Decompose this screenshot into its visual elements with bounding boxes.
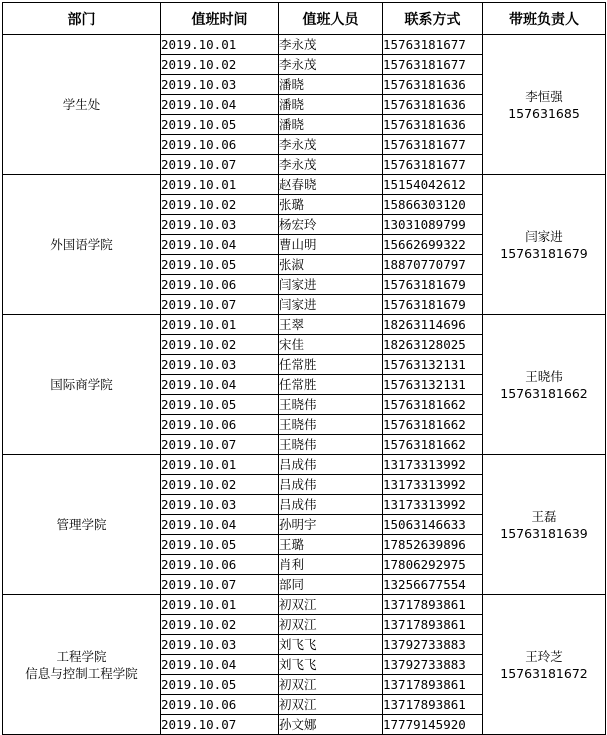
leader-phone: 157631685	[508, 105, 580, 121]
phone-cell: 15763181662	[383, 395, 483, 415]
phone-cell: 15763181636	[383, 75, 483, 95]
dept-cell	[3, 455, 161, 595]
phone-cell: 18263114696	[383, 315, 483, 335]
leader-name: 王磊	[531, 508, 557, 524]
date-cell: 2019.10.04	[161, 515, 279, 535]
person-cell: 张淑	[279, 255, 383, 275]
phone-cell: 13173313992	[383, 455, 483, 475]
date-cell: 2019.10.02	[161, 195, 279, 215]
date-cell: 2019.10.06	[161, 415, 279, 435]
leader-name: 闫家进	[525, 228, 563, 244]
leader-cell	[483, 35, 606, 175]
leader-name: 李恒强	[525, 88, 563, 104]
person-cell: 王翠	[279, 315, 383, 335]
date-cell: 2019.10.03	[161, 75, 279, 95]
person-cell: 刘飞飞	[279, 635, 383, 655]
phone-cell: 17852639896	[383, 535, 483, 555]
phone-cell: 18870770797	[383, 255, 483, 275]
person-cell: 吕成伟	[279, 475, 383, 495]
phone-cell: 15763181679	[383, 295, 483, 315]
date-cell: 2019.10.02	[161, 335, 279, 355]
phone-cell: 15763181677	[383, 55, 483, 75]
date-cell: 2019.10.05	[161, 535, 279, 555]
date-cell: 2019.10.07	[161, 575, 279, 595]
date-cell: 2019.10.01	[161, 455, 279, 475]
dept-cell	[3, 595, 161, 735]
person-cell: 潘晓	[279, 75, 383, 95]
table-row	[3, 455, 606, 475]
person-cell: 初双江	[279, 595, 383, 615]
phone-cell: 13717893861	[383, 695, 483, 715]
date-cell: 2019.10.04	[161, 95, 279, 115]
date-cell: 2019.10.04	[161, 655, 279, 675]
leader-cell	[483, 595, 606, 735]
phone-cell: 15763181662	[383, 435, 483, 455]
date-cell: 2019.10.07	[161, 435, 279, 455]
dept-name: 管理学院	[56, 517, 107, 532]
date-cell: 2019.10.05	[161, 115, 279, 135]
date-cell: 2019.10.01	[161, 35, 279, 55]
table-body	[3, 35, 606, 735]
header-person: 值班人员	[279, 3, 383, 35]
person-cell: 王晓伟	[279, 415, 383, 435]
person-cell: 孙文娜	[279, 715, 383, 735]
person-cell: 肖利	[279, 555, 383, 575]
date-cell: 2019.10.06	[161, 555, 279, 575]
dept-cell	[3, 175, 161, 315]
phone-cell: 15763181636	[383, 95, 483, 115]
date-cell: 2019.10.03	[161, 215, 279, 235]
table-header	[3, 3, 606, 35]
header-time: 值班时间	[161, 3, 279, 35]
person-cell: 王晓伟	[279, 395, 383, 415]
phone-cell: 13031089799	[383, 215, 483, 235]
person-cell: 杨宏玲	[279, 215, 383, 235]
phone-cell: 15763181677	[383, 35, 483, 55]
leader-cell	[483, 175, 606, 315]
phone-cell: 15763181679	[383, 275, 483, 295]
date-cell: 2019.10.02	[161, 615, 279, 635]
phone-cell: 15063146633	[383, 515, 483, 535]
phone-cell: 15662699322	[383, 235, 483, 255]
date-cell: 2019.10.03	[161, 355, 279, 375]
dept-name: 学生处	[62, 97, 101, 112]
person-cell: 李永茂	[279, 55, 383, 75]
person-cell: 闫家进	[279, 275, 383, 295]
date-cell: 2019.10.06	[161, 695, 279, 715]
person-cell: 初双江	[279, 615, 383, 635]
person-cell: 宋佳	[279, 335, 383, 355]
date-cell: 2019.10.06	[161, 135, 279, 155]
dept-name: 国际商学院	[50, 377, 113, 392]
leader-phone: 15763181672	[500, 665, 588, 681]
leader-phone: 15763181662	[500, 385, 588, 401]
person-cell: 赵春晓	[279, 175, 383, 195]
dept-name: 工程学院	[56, 648, 107, 664]
table-row	[3, 315, 606, 335]
person-cell: 闫家进	[279, 295, 383, 315]
leader-name: 王晓伟	[525, 368, 563, 384]
person-cell: 李永茂	[279, 135, 383, 155]
leader-name: 王玲芝	[525, 648, 563, 664]
person-cell: 曹山明	[279, 235, 383, 255]
phone-cell: 15154042612	[383, 175, 483, 195]
date-cell: 2019.10.05	[161, 255, 279, 275]
leader-cell	[483, 455, 606, 595]
phone-cell: 13256677554	[383, 575, 483, 595]
header-contact: 联系方式	[383, 3, 483, 35]
phone-cell: 15866303120	[383, 195, 483, 215]
person-cell: 任常胜	[279, 375, 383, 395]
phone-cell: 15763181677	[383, 135, 483, 155]
phone-cell: 15763132131	[383, 375, 483, 395]
phone-cell: 15763132131	[383, 355, 483, 375]
table-row	[3, 595, 606, 615]
dept-name: 外国语学院	[50, 237, 113, 252]
person-cell: 刘飞飞	[279, 655, 383, 675]
dept-name-line2: 信息与控制工程学院	[25, 665, 138, 681]
date-cell: 2019.10.05	[161, 675, 279, 695]
phone-cell: 13717893861	[383, 675, 483, 695]
date-cell: 2019.10.01	[161, 315, 279, 335]
date-cell: 2019.10.07	[161, 715, 279, 735]
table-row	[3, 35, 606, 55]
header-dept: 部门	[3, 3, 161, 35]
person-cell: 潘晓	[279, 95, 383, 115]
date-cell: 2019.10.03	[161, 495, 279, 515]
leader-phone: 15763181639	[500, 525, 588, 541]
phone-cell: 13792733883	[383, 635, 483, 655]
person-cell: 王璐	[279, 535, 383, 555]
date-cell: 2019.10.04	[161, 235, 279, 255]
person-cell: 初双江	[279, 695, 383, 715]
date-cell: 2019.10.01	[161, 595, 279, 615]
phone-cell: 15763181662	[383, 415, 483, 435]
date-cell: 2019.10.04	[161, 375, 279, 395]
person-cell: 王晓伟	[279, 435, 383, 455]
phone-cell: 18263128025	[383, 335, 483, 355]
date-cell: 2019.10.02	[161, 475, 279, 495]
date-cell: 2019.10.02	[161, 55, 279, 75]
person-cell: 潘晓	[279, 115, 383, 135]
phone-cell: 17806292975	[383, 555, 483, 575]
phone-cell: 13792733883	[383, 655, 483, 675]
phone-cell: 13173313992	[383, 475, 483, 495]
table-row	[3, 175, 606, 195]
date-cell: 2019.10.06	[161, 275, 279, 295]
person-cell: 孙明宇	[279, 515, 383, 535]
person-cell: 任常胜	[279, 355, 383, 375]
header-leader: 带班负责人	[483, 3, 606, 35]
date-cell: 2019.10.07	[161, 295, 279, 315]
date-cell: 2019.10.07	[161, 155, 279, 175]
person-cell: 张璐	[279, 195, 383, 215]
phone-cell: 17779145920	[383, 715, 483, 735]
date-cell: 2019.10.03	[161, 635, 279, 655]
phone-cell: 13173313992	[383, 495, 483, 515]
dept-cell	[3, 35, 161, 175]
leader-cell	[483, 315, 606, 455]
duty-schedule-table	[2, 2, 606, 735]
phone-cell: 13717893861	[383, 615, 483, 635]
person-cell: 部同	[279, 575, 383, 595]
person-cell: 吕成伟	[279, 495, 383, 515]
date-cell: 2019.10.01	[161, 175, 279, 195]
phone-cell: 15763181636	[383, 115, 483, 135]
phone-cell: 15763181677	[383, 155, 483, 175]
phone-cell: 13717893861	[383, 595, 483, 615]
leader-phone: 15763181679	[500, 245, 588, 261]
person-cell: 李永茂	[279, 155, 383, 175]
dept-cell	[3, 315, 161, 455]
person-cell: 初双江	[279, 675, 383, 695]
person-cell: 吕成伟	[279, 455, 383, 475]
header-row	[3, 3, 606, 35]
date-cell: 2019.10.05	[161, 395, 279, 415]
person-cell: 李永茂	[279, 35, 383, 55]
